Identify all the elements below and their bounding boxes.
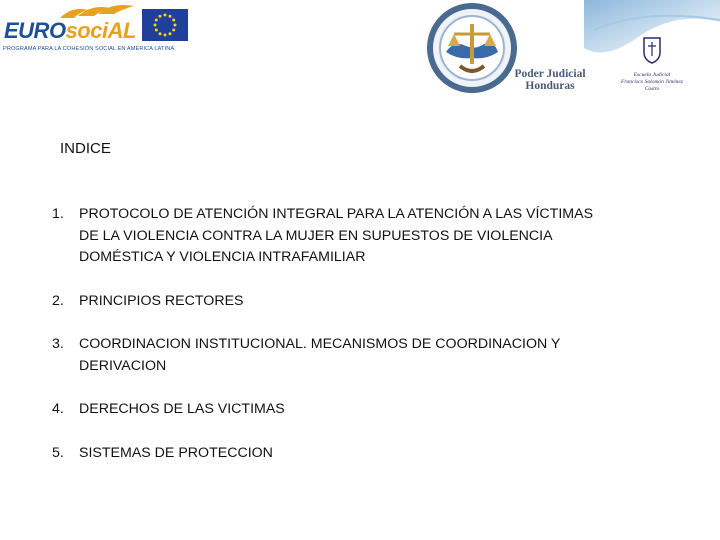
index-item-number: 2. (52, 292, 64, 309)
escuela-judicial-text: Escuela Judicial Francisco Salomón Jiménez Castro (620, 72, 683, 92)
index-item-1 (52, 204, 612, 269)
eurosocial-logo (0, 0, 200, 58)
index-item-number: 5. (52, 444, 64, 461)
index-item-number: 4. (52, 401, 64, 417)
eurosocial-tagline: PROGRAMA PARA LA COHESIÓN SOCIAL EN AMÉRICA LATINA (3, 46, 175, 52)
index-item-4 (52, 399, 612, 421)
index-item-text: SISTEMAS DE PROTECCION (79, 444, 273, 461)
index-item-text: PROTOCOLO DE ATENCIÓN INTEGRAL PARA LA ATENCIÓN A LAS VÍCTIMAS DE LA VIOLENCIA CONTRA LA MUJER EN SUPUESTOS DE VIOLENCIA DOMÉSTICA Y VIOLENCIA INTRAFAMILIAR (79, 206, 594, 265)
index-item-2 (52, 291, 612, 313)
index-item-3 (52, 334, 612, 377)
eu-flag-icon (142, 9, 188, 41)
page-title: INDICE (60, 140, 111, 157)
index-item-number: 3. (52, 336, 64, 352)
index-item-number: 1. (52, 206, 64, 222)
poder-judicial-logo (420, 0, 590, 100)
index-item-text: PRINCIPIOS RECTORES (79, 292, 244, 309)
poder-judicial-text: Poder Judicial Honduras (514, 68, 586, 92)
index-item-text: COORDINACION INSTITUCIONAL. MECANISMOS DE COORDINACION Y DERIVACION (79, 336, 561, 374)
eurosocial-brand: EUROsociAL (4, 18, 136, 43)
escuela-shield-icon (642, 36, 662, 64)
escuela-judicial-logo (584, 0, 720, 100)
index-list (52, 204, 612, 486)
index-item-text: DERECHOS DE LAS VICTIMAS (79, 401, 285, 417)
poder-judicial-seal-icon (424, 0, 524, 100)
index-item-5 (52, 443, 612, 465)
